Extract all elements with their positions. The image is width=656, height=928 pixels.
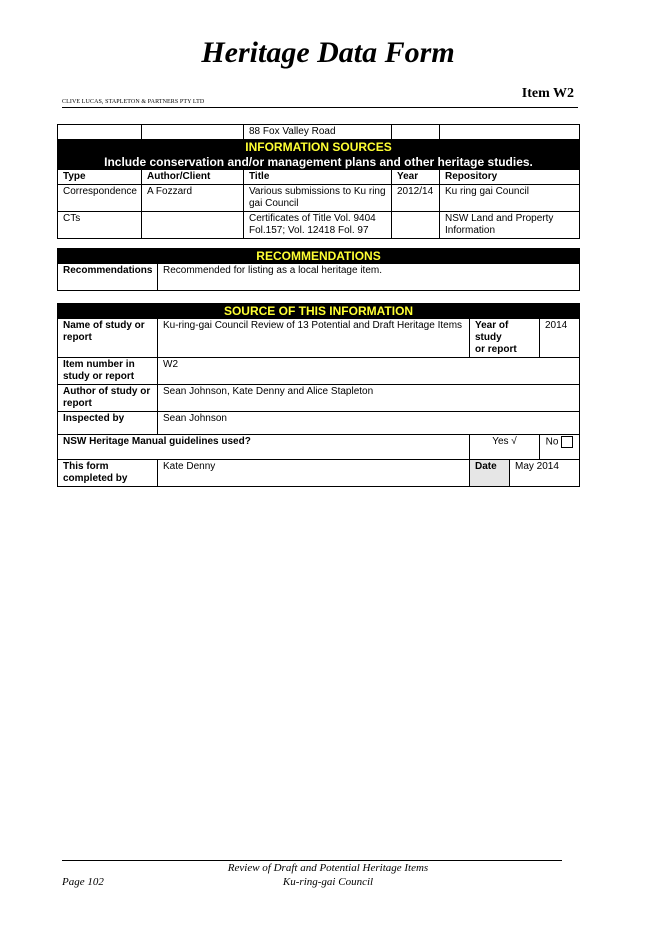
source-title — [244, 212, 392, 239]
source-title-line: gai Council — [249, 198, 299, 209]
completed-label — [58, 460, 158, 487]
no-checkbox[interactable] — [561, 436, 573, 448]
source-repository — [440, 212, 580, 239]
column-header: Type — [58, 170, 142, 185]
section-header — [58, 304, 580, 319]
footer-doc-title: Review of Draft and Potential Heritage Items — [227, 862, 429, 874]
table-row — [58, 319, 580, 358]
information-sources-table — [57, 124, 580, 239]
prev-title-cont: 88 Fox Valley Road — [244, 125, 392, 140]
study-name-value: Ku-ring-gai Council Review of 13 Potential and Draft Heritage Items — [158, 319, 470, 358]
label-line: Author of study or — [63, 386, 151, 397]
study-name-label — [58, 319, 158, 358]
column-header: Year — [392, 170, 440, 185]
label-line: Year of study — [475, 320, 509, 343]
guidelines-no — [540, 435, 580, 460]
label-line: This form — [63, 461, 109, 472]
item-id: Item W2 — [521, 86, 574, 101]
table-row — [58, 185, 580, 212]
year-value: 2014 — [540, 319, 580, 358]
date-value: May 2014 — [510, 460, 580, 487]
source-type: CTs — [58, 212, 142, 239]
information-sources-subheading: Include conservation and/or management plans and other heritage studies. — [58, 155, 580, 170]
label-line: report — [63, 332, 92, 343]
label-line: study or report — [63, 371, 135, 382]
date-label: Date — [470, 460, 510, 487]
label-line: Name of study or — [63, 320, 145, 331]
no-label: No — [545, 436, 559, 448]
table-row — [58, 385, 580, 412]
table-cell — [58, 125, 142, 140]
source-title-line: Certificates of Title Vol. 9404 — [249, 213, 376, 224]
table-row — [58, 264, 580, 291]
item-number-value: W2 — [158, 358, 580, 385]
recommendations-value: Recommended for listing as a local heritage item. — [158, 264, 580, 291]
table-row — [58, 412, 580, 435]
source-repository-line: Information — [445, 225, 496, 236]
source-repository: Ku ring gai Council — [440, 185, 580, 212]
inspected-label: Inspected by — [58, 412, 158, 435]
completed-value: Kate Denny — [158, 460, 470, 487]
inspected-value: Sean Johnson — [158, 412, 580, 435]
table-row — [58, 358, 580, 385]
header-rule — [62, 107, 578, 108]
source-type: Correspondence — [58, 185, 142, 212]
label-line: Item number in — [63, 359, 135, 370]
table-row — [58, 435, 580, 460]
table-row — [58, 125, 580, 140]
guidelines-label: NSW Heritage Manual guidelines used? — [58, 435, 470, 460]
footer-council: Ku-ring-gai Council — [282, 876, 374, 888]
year-label — [470, 319, 540, 358]
label-line: completed by — [63, 473, 128, 484]
source-author — [142, 212, 244, 239]
table-row — [58, 460, 580, 487]
column-header: Author/Client — [142, 170, 244, 185]
recommendations-heading: RECOMMENDATIONS — [58, 249, 580, 264]
source-year — [392, 212, 440, 239]
source-title-line: Various submissions to Ku ring — [249, 186, 386, 197]
label-line: or report — [475, 344, 517, 355]
recommendations-table — [57, 248, 580, 291]
section-header — [58, 249, 580, 264]
information-sources-heading: INFORMATION SOURCES — [58, 140, 580, 155]
section-subheader — [58, 155, 580, 170]
table-cell — [440, 125, 580, 140]
page-number — [62, 876, 104, 888]
source-repository-line: NSW Land and Property — [445, 213, 554, 224]
author-label — [58, 385, 158, 412]
table-cell — [142, 125, 244, 140]
recommendations-label: Recommendations — [58, 264, 158, 291]
page-number-value: 102 — [87, 876, 104, 888]
column-header: Repository — [440, 170, 580, 185]
page-label: Page — [62, 876, 85, 888]
section-header — [58, 140, 580, 155]
label-line: report — [63, 398, 92, 409]
source-year: 2012/14 — [392, 185, 440, 212]
source-info-heading: SOURCE OF THIS INFORMATION — [58, 304, 580, 319]
footer-rule — [62, 860, 562, 861]
source-author: A Fozzard — [142, 185, 244, 212]
column-headers — [58, 170, 580, 185]
page-title: Heritage Data Form — [201, 36, 455, 69]
table-cell — [392, 125, 440, 140]
source-title-line: Fol.157; Vol. 12418 Fol. 97 — [249, 225, 369, 236]
firm-name: CLIVE LUCAS, STAPLETON & PARTNERS PTY LTD — [62, 99, 205, 105]
source-info-table — [57, 303, 580, 487]
table-row — [58, 212, 580, 239]
guidelines-yes: Yes √ — [470, 435, 540, 460]
column-header: Title — [244, 170, 392, 185]
source-title — [244, 185, 392, 212]
item-number-label — [58, 358, 158, 385]
author-value: Sean Johnson, Kate Denny and Alice Stapleton — [158, 385, 580, 412]
